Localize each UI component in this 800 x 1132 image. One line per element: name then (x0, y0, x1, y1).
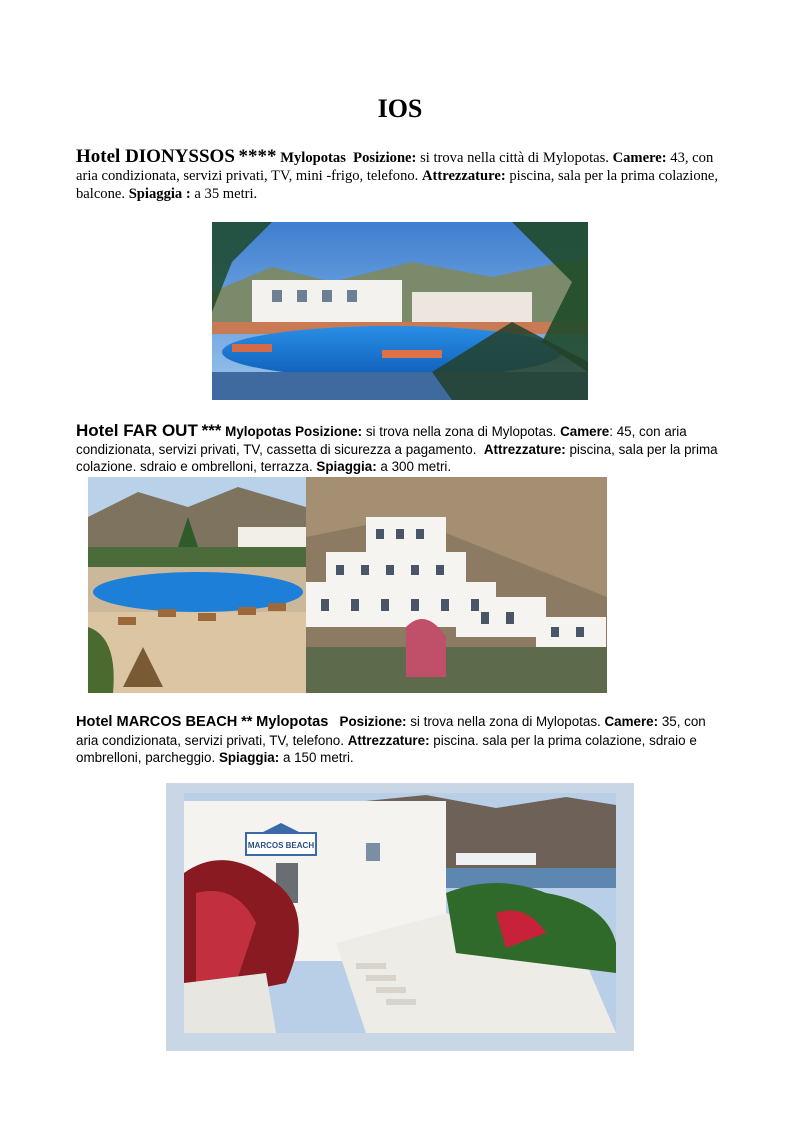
hotel-stars: **** (238, 146, 277, 167)
hotel-location: Mylopotas (280, 150, 346, 166)
position-label: Posizione: (339, 714, 407, 729)
rooms-label: Camere (560, 424, 610, 439)
facilities-label: Attrezzature: (421, 168, 506, 184)
rooms-label: Camere: (612, 150, 667, 166)
beach-text: a 35 metri. (194, 186, 258, 202)
beach-label: Spiaggia: (218, 750, 280, 765)
rooms-text: : 45, con aria condizionata, servizi privati, TV, cassetta di sicurezza a pagamento. (76, 424, 687, 457)
rooms-text: 35, con aria condizionata, servizi privati, TV, telefono. (76, 714, 706, 748)
hotel-entrance-flowers-photo (166, 783, 634, 1051)
hotel-stars: *** (201, 421, 222, 440)
position-text: si trova nella zona di Mylopotas. (365, 424, 557, 439)
pool-umbrellas-photo (88, 477, 306, 693)
hillside-hotel-photo (306, 477, 607, 693)
page-title: IOS (377, 94, 423, 123)
rooms-text: 43, con aria condizionata, servizi privati, TV, mini -frigo, telefono. (76, 150, 714, 184)
facilities-text: piscina, sala per la prima colazione. sdraio e ombrelloni, terrazza. (76, 441, 718, 474)
position-text: si trova nella zona di Mylopotas. (410, 714, 601, 729)
beach-text: a 300 metri. (380, 459, 452, 474)
facilities-text: piscina, sala per la prima colazione, balcone. (76, 168, 719, 202)
rooms-label: Camere: (604, 714, 659, 729)
hotel-name: Hotel FAR OUT (76, 421, 198, 440)
beach-label: Spiaggia: (316, 459, 377, 474)
hotel-marcos-beach-description (76, 713, 726, 767)
facilities-label: Attrezzature: (347, 732, 430, 748)
hotel-location: Mylopotas (256, 714, 329, 730)
hotel-sign-text: MARCOS BEACH (247, 841, 315, 850)
pool-palm-photo (212, 222, 588, 400)
position-label: Posizione: (295, 424, 363, 439)
hotel-far-out-description (76, 422, 726, 476)
position-text: si trova nella città di Mylopotas. (420, 150, 609, 166)
position-label: Posizione: (353, 150, 417, 166)
facilities-label: Attrezzature: (483, 441, 566, 457)
hotel-stars: ** (241, 714, 253, 730)
hotel-dionyssos-description (76, 148, 726, 203)
facilities-text: piscina. sala per la prima colazione, sdraio e ombrelloni, parcheggio. (76, 732, 697, 765)
hotel-name: Hotel DIONYSSOS (76, 146, 235, 167)
hotel-name: Hotel MARCOS BEACH (76, 714, 238, 730)
beach-text: a 150 metri. (282, 750, 354, 765)
beach-label: Spiaggia : (128, 186, 191, 202)
hotel-location: Mylopotas (225, 424, 292, 439)
